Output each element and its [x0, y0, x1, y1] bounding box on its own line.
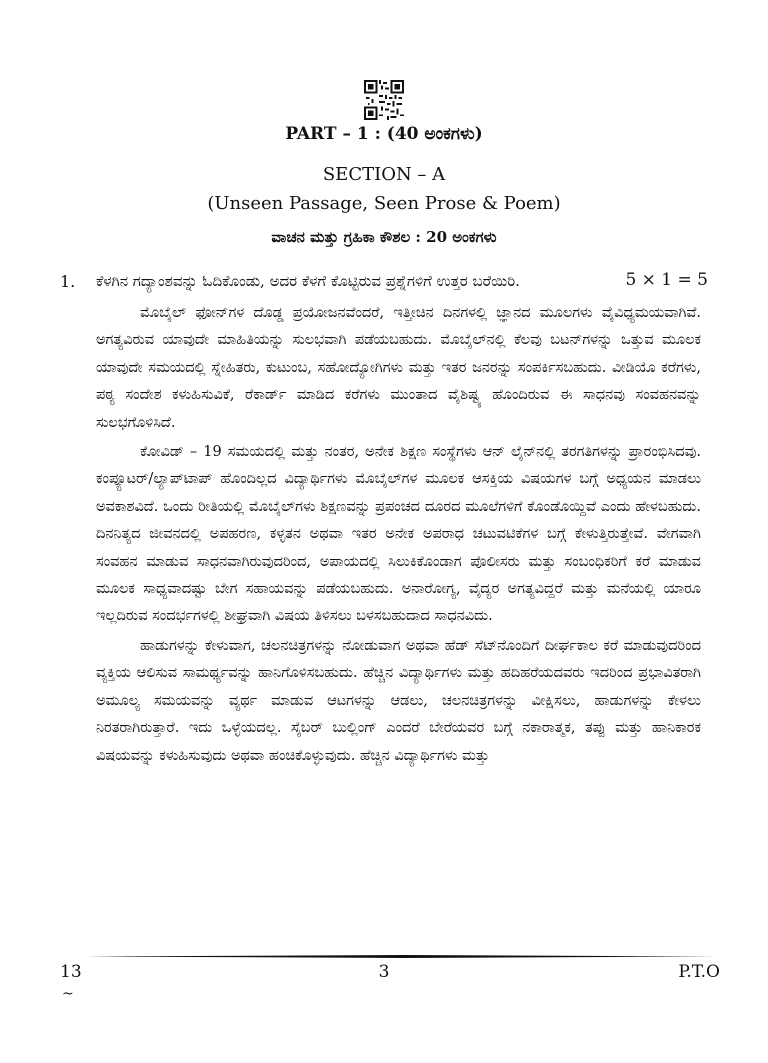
question-instruction: ಕೆಳಗಿನ ಗದ್ಯಾಂಶವನ್ನು ಓದಿಕೊಂಡು, ಅದರ ಕೆಳಗೆ ಕೊಟ್ಟಿರುವ ಪ್ರಶ್ನೆಗಳಿಗೆ ಉತ್ತರ ಬರೆಯಿರಿ. — [96, 272, 520, 290]
skills-heading: ವಾಚನ ಮತ್ತು ಗ್ರಹಿಕಾ ಕೌಶಲ : 20 ಅಂಕಗಳು — [271, 228, 497, 246]
footer-divider — [86, 955, 718, 958]
qr-code — [364, 80, 404, 120]
passage-paragraph: ಮೊಬೈಲ್ ಫೋನ್‌ಗಳ ದೊಡ್ಡ ಪ್ರಯೋಜನವೆಂದರೆ, ಇತ್ತೀಚಿನ ದಿನಗಳಲ್ಲಿ ಜ್ಞಾನದ ಮೂಲಗಳು ವೈವಿಧ್ಯಮಯವಾಗಿವೆ. ಅಗತ್ಯವಿರುವ ಯಾವುದೇ ಮಾಹಿತಿಯನ್ನು ಸುಲಭವಾಗಿ ಪಡೆಯಬಹುದು. ಮೊಬೈಲ್‌ನಲ್ಲಿ ಕೆಲವು ಬಟನ್‌ಗಳನ್ನು ಒತ್ತುವ ಮೂಲಕ ಯಾವುದೇ ಸಮಯದಲ್ಲಿ ಸ್ನೇಹಿತರು, ಕುಟುಂಬ, ಸಹೋದ್ಯೋಗಿಗಳು ಮತ್ತು ಇತರ ಜನರನ್ನು ಸಂಪರ್ಕಿಸಬಹುದು. ವೀಡಿಯೊ ಕರೆಗಳು, ಪಠ್ಯ ಸಂದೇಶ ಕಳುಹಿಸುವಿಕೆ, ರೆಕಾರ್ಡ್ ಮಾಡಿದ ಕರೆಗಳು ಮುಂತಾದ ವೈಶಿಷ್ಟ್ಯ ಹೊಂದಿರುವ ಈ ಸಾಧನವು ಸಂವಹನವನ್ನು ಸುಲಭಗೊಳಿಸಿದೆ. — [96, 305, 701, 431]
passage-paragraph: ಹಾಡುಗಳನ್ನು ಕೇಳುವಾಗ, ಚಲನಚಿತ್ರಗಳನ್ನು ನೋಡುವಾಗ ಅಥವಾ ಹೆಡ್ ಸೆಟ್‌ನೊಂದಿಗೆ ದೀರ್ಘಕಾಲ ಕರೆ ಮಾಡುವುದರಿಂದ ವ್ಯಕ್ತಿಯ ಆಲಿಸುವ ಸಾಮರ್ಥ್ಯವನ್ನು ಹಾನಿಗೊಳಿಸಬಹುದು. ಹೆಚ್ಚಿನ ವಿದ್ಯಾರ್ಥಿಗಳು ಮತ್ತು ಹದಿಹರೆಯದವರು ಇದರಿಂದ ಪ್ರಭಾವಿತರಾಗಿ ಅಮೂಲ್ಯ ಸಮಯವನ್ನು ವ್ಯರ್ಥ ಮಾಡುವ ಆಟಗಳನ್ನು ಆಡಲು, ಚಲನಚಿತ್ರಗಳನ್ನು ವೀಕ್ಷಿಸಲು, ಹಾಡುಗಳನ್ನು ಕೇಳಲು ನಿರತರಾಗಿರುತ್ತಾರೆ. ಇದು ಒಳ್ಳೆಯದಲ್ಲ. ಸೈಬರ್ ಬುಲ್ಲಿಂಗ್ ಎಂದರೆ ಬೇರೆಯವರ ಬಗ್ಗೆ ನಕಾರಾತ್ಮಕ, ತಪ್ಪು ಮತ್ತು ಹಾನಿಕಾರಕ ವಿಷಯವನ್ನು ಕಳುಹಿಸುವುದು ಅಥವಾ ಹಂಚಿಕೊಳ್ಳುವುದು. ಹೆಚ್ಚಿನ ವಿದ್ಯಾರ್ಥಿಗಳು ಮತ್ತು — [96, 637, 701, 764]
footer-code: 13 — [60, 962, 82, 982]
part-title: PART – 1 : (40 ಅಂಕಗಳು) — [285, 124, 483, 144]
pto-label: P.T.O — [678, 962, 720, 982]
question-number: 1. — [60, 272, 76, 291]
footer-mark: ~ — [62, 986, 74, 1002]
passage-paragraph: ಕೋವಿಡ್ – 19 ಸಮಯದಲ್ಲಿ ಮತ್ತು ನಂತರ, ಅನೇಕ ಶಿಕ್ಷಣ ಸಂಸ್ಥೆಗಳು ಆನ್ ಲೈನ್‌ನಲ್ಲಿ ತರಗತಿಗಳನ್ನು ಪ್ರಾರಂಭಿಸಿದವು. ಕಂಪ್ಯೂಟರ್/ಲ್ಯಾಪ್‌ಟಾಪ್ ಹೊಂದಿಲ್ಲದ ವಿದ್ಯಾರ್ಥಿಗಳು ಮೊಬೈಲ್‌ಗಳ ಮೂಲಕ ಆಸಕ್ತಿಯ ವಿಷಯಗಳ ಬಗ್ಗೆ ಅಧ್ಯಯನ ಮಾಡಲು ಅವಕಾಶವಿದೆ. ಒಂದು ರೀತಿಯಲ್ಲಿ ಮೊಬೈಲ್‌ಗಳು ಶಿಕ್ಷಣವನ್ನು ಪ್ರಪಂಚದ ದೂರದ ಮೂಲೆಗಳಿಗೆ ಕೊಂಡೊಯ್ದಿವೆ ಎಂದು ಹೇಳಬಹುದು. ದಿನನಿತ್ಯದ ಜೀವನದಲ್ಲಿ ಅಪಹರಣ, ಕಳ್ಳತನ ಅಥವಾ ಇತರ ಅನೇಕ ಅಪರಾಧ ಚಟುವಟಿಕೆಗಳ ಬಗ್ಗೆ ಕೇಳುತ್ತಿರುತ್ತೇವೆ. ವೇಗವಾಗಿ ಸಂವಹನ ಮಾಡುವ ಸಾಧನವಾಗಿರುವುದರಿಂದ, ಅಪಾಯದಲ್ಲಿ ಸಿಲುಕಿಕೊಂಡಾಗ ಪೊಲೀಸರು ಮತ್ತು ಸಂಬಂಧಿಕರಿಗೆ ಕರೆ ಮಾಡುವ ಮೂಲಕ ಸಾಧ್ಯವಾದಷ್ಟು ಬೇಗ ಸಹಾಯವನ್ನು ಪಡೆಯಬಹುದು. ಅನಾರೋಗ್ಯ, ವೈದ್ಯರ ಅಗತ್ಯವಿದ್ದರೆ ಮತ್ತು ಮನೆಯಲ್ಲಿ ಯಾರೂ ಇಲ್ಲದಿರುವ ಸಂದರ್ಭಗಳಲ್ಲಿ ಶೀಘ್ರವಾಗಿ ವಿಷಯ ತಿಳಿಸಲು ಬಳಸಬಹುದಾದ ಸಾಧನವಿದು. — [96, 444, 701, 625]
section-title: SECTION – A — [322, 164, 446, 185]
passage — [96, 300, 701, 772]
page-number: 3 — [378, 962, 390, 982]
question-marks: 5 × 1 = 5 — [625, 270, 708, 290]
section-subtitle: (Unseen Passage, Seen Prose & Poem) — [207, 193, 561, 214]
